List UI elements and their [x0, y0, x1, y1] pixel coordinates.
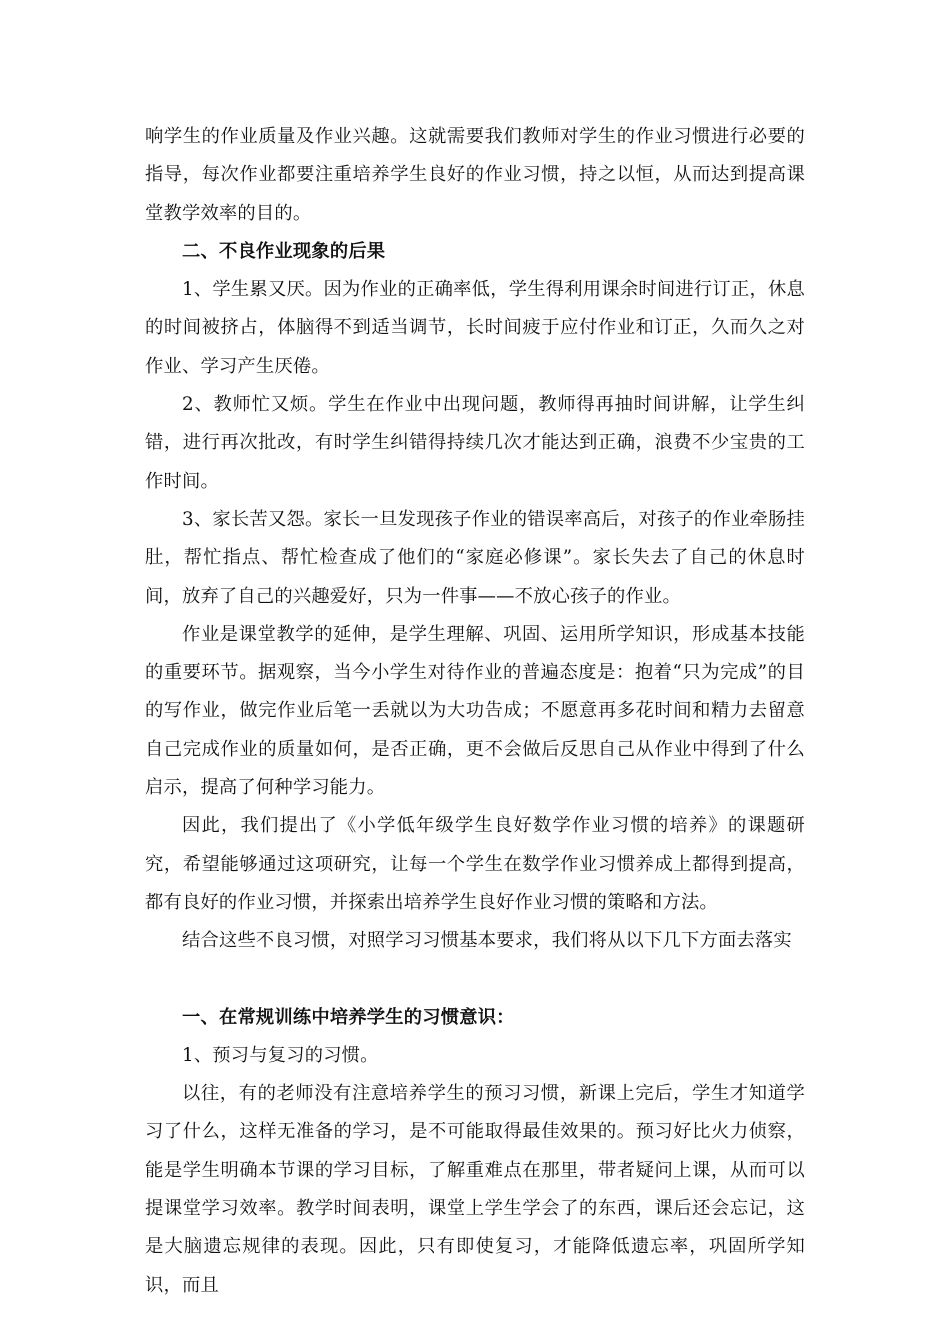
section-heading-2: 二、不良作业现象的后果: [182, 240, 386, 262]
paragraph-item-3: 3、家长苦又怨。家长一旦发现孩子作业的错误率高后，对孩子的作业牵肠挂肚，帮忙指点、帮忙检查成了他们的“家庭必修课”。家长失去了自己的休息时间，放弃了自己的兴趣爱好，只为一件事——不放心孩子的作业。: [145, 508, 805, 607]
paragraph-item-2: 2、教师忙又烦。学生在作业中出现问题，教师得再抽时间讲解，让学生纠错，进行再次批改，有时学生纠错得持续几次才能达到正确，浪费不少宝贵的工作时间。: [145, 394, 805, 492]
document-body: [145, 118, 805, 1305]
paragraph-research: 因此，我们提出了《小学低年级学生良好数学作业习惯的培养》的课题研究，希望能够通过这项研究，让每一个学生在数学作业习惯养成上都得到提高，都有良好的作业习惯，并探索出培养学生良好作业习惯的策略和方法。: [145, 815, 805, 913]
paragraph-continuation: 响学生的作业质量及作业兴趣。这就需要我们教师对学生的作业习惯进行必要的指导，每次作业都要注重培养学生良好的作业习惯，持之以恒，从而达到提高课堂教学效率的目的。: [145, 126, 805, 224]
subheading-preview-review: 1、预习与复习的习惯。: [182, 1044, 379, 1066]
paragraph-preview: 以往，有的老师没有注意培养学生的预习习惯，新课上完后，学生才知道学习了什么，这样无准备的学习，是不可能取得最佳效果的。预习好比火力侦察，能是学生明确本节课的学习目标，了解重难点在那里，带者疑问上课，从而可以提课堂学习效率。教学时间表明，课堂上学生学会了的东西，课后还会忘记，这是大脑遗忘规律的表现。因此，只有即使复习，才能降低遗忘率，巩固所学知识，而且: [145, 1083, 805, 1296]
blank-line: [145, 961, 805, 999]
paragraph-item-1: 1、学生累又厌。因为作业的正确率低，学生得利用课余时间进行订正，休息的时间被挤占，体脑得不到适当调节，长时间疲于应付作业和订正，久而久之对作业、学习产生厌倦。: [145, 279, 805, 377]
paragraph-summary: 结合这些不良习惯，对照学习习惯基本要求，我们将从以下几下方面去落实: [182, 930, 792, 952]
paragraph-homework: 作业是课堂教学的延伸，是学生理解、巩固、运用所学知识，形成基本技能的重要环节。据观察，当今小学生对待作业的普遍态度是：抱着“只为完成”的目的写作业，做完作业后笔一丢就以为大功告成；不愿意再多花时间和精力去留意自己完成作业的质量如何，是否正确，更不会做后反思自己从作业中得到了什么启示，提高了何种学习能力。: [145, 623, 805, 799]
section-heading-1: 一、在常规训练中培养学生的习惯意识：: [182, 1006, 515, 1028]
